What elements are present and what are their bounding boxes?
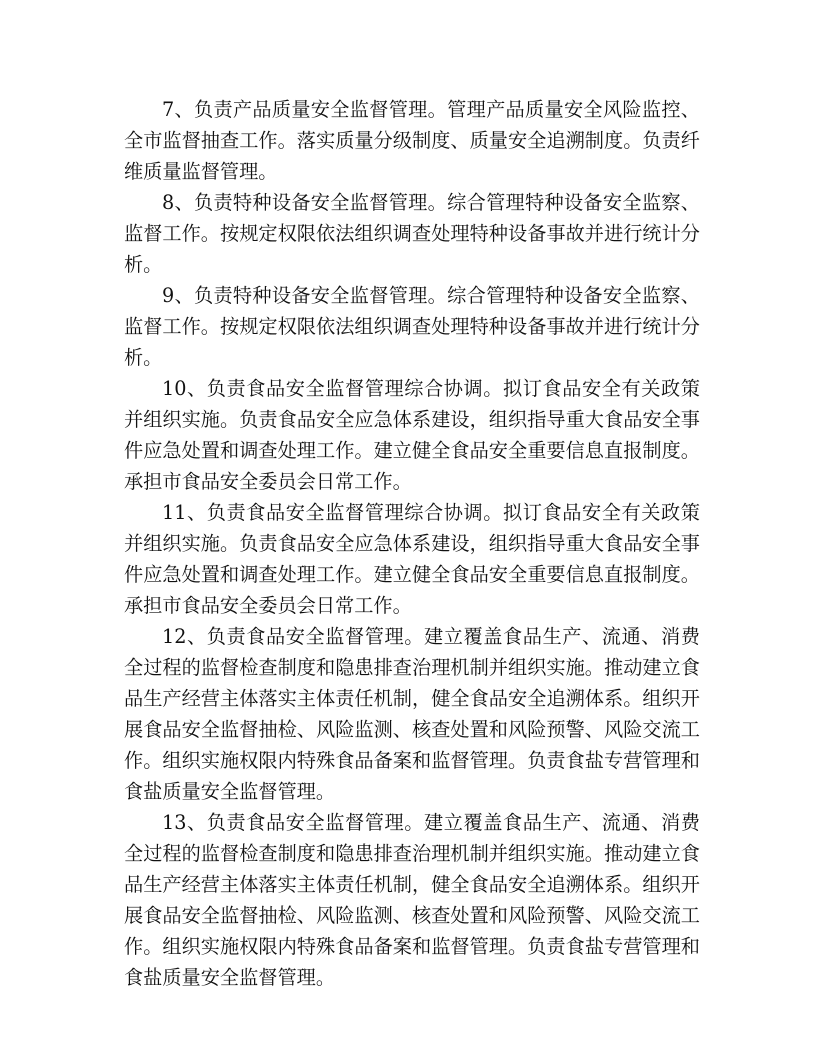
paragraph-item-10: 10、负责食品安全监督管理综合协调。拟订食品安全有关政策并组织实施。负责食品安全应急体系建设，组织指导重大食品安全事件应急处置和调查处理工作。建立健全食品安全重要信息直报制度。承担市食品安全委员会日常工作。 [124, 377, 700, 493]
paragraph-item-12: 12、负责食品安全监督管理。建立覆盖食品生产、流通、消费全过程的监督检查制度和隐患排查治理机制并组织实施。推动建立食品生产经营主体落实主体责任机制，健全食品安全追溯体系。组织开展食品安全监督抽检、风险监测、核查处置和风险预警、风险交流工作。组织实施权限内特殊食品备案和监督管理。负责食盐专营管理和食盐质量安全监督管理。 [124, 625, 700, 803]
paragraph-item-13: 13、负责食品安全监督管理。建立覆盖食品生产、流通、消费全过程的监督检查制度和隐患排查治理机制并组织实施。推动建立食品生产经营主体落实主体责任机制，健全食品安全追溯体系。组织开展食品安全监督抽检、风险监测、核查处置和风险预警、风险交流工作。组织实施权限内特殊食品备案和监督管理。负责食盐专营管理和食盐质量安全监督管理。 [124, 811, 700, 989]
document-body [124, 94, 700, 993]
paragraph-item-8: 8、负责特种设备安全监督管理。综合管理特种设备安全监察、监督工作。按规定权限依法组织调查处理特种设备事故并进行统计分析。 [124, 191, 700, 276]
paragraph-item-11: 11、负责食品安全监督管理综合协调。拟订食品安全有关政策并组织实施。负责食品安全应急体系建设，组织指导重大食品安全事件应急处置和调查处理工作。建立健全食品安全重要信息直报制度。承担市食品安全委员会日常工作。 [124, 501, 700, 617]
paragraph-item-7: 7、负责产品质量安全监督管理。管理产品质量安全风险监控、全市监督抽查工作。落实质量分级制度、质量安全追溯制度。负责纤维质量监督管理。 [124, 98, 700, 183]
paragraph-item-9: 9、负责特种设备安全监督管理。综合管理特种设备安全监察、监督工作。按规定权限依法组织调查处理特种设备事故并进行统计分析。 [124, 284, 700, 369]
